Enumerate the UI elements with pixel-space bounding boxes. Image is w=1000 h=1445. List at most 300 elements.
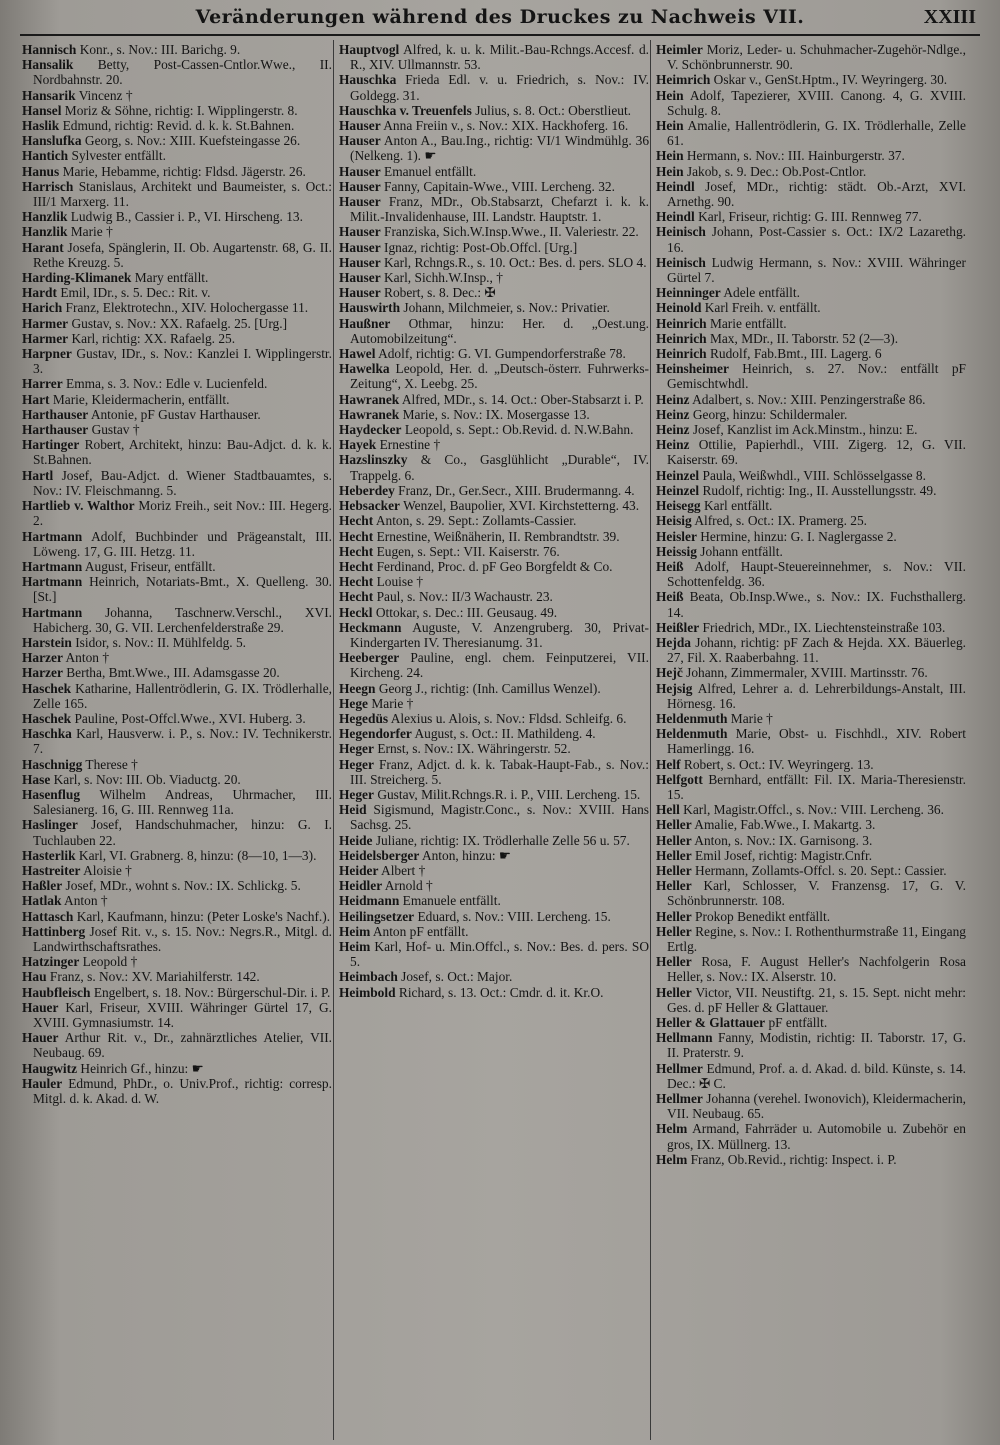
entry-name: Hauser bbox=[339, 224, 381, 240]
directory-entry bbox=[22, 498, 332, 528]
directory-entry bbox=[22, 711, 332, 726]
entry-name: Heißler bbox=[656, 619, 700, 635]
entry-text: Sigismund, Magistr.Conc., s. Nov.: XVIII. Hans Sachsg. 25. bbox=[350, 802, 649, 833]
entry-name: Hauser bbox=[339, 178, 381, 194]
entry-name: Helm bbox=[656, 1121, 688, 1137]
entry-text: Paul, s. Nov.: II/3 Wachaustr. 23. bbox=[376, 589, 553, 605]
entry-name: Heimrich bbox=[656, 72, 711, 88]
entry-name: Haschka bbox=[22, 726, 72, 742]
directory-entry bbox=[339, 696, 649, 711]
entry-name: Heim bbox=[339, 938, 371, 954]
directory-entry bbox=[656, 224, 966, 254]
entry-text: Leopold † bbox=[82, 954, 138, 970]
directory-entry bbox=[22, 985, 332, 1000]
directory-entry bbox=[22, 1076, 332, 1106]
entry-text: Moriz, Leder- u. Schuhmacher-Zugehör-Ndlge., V. Schönbrunnerstr. 90. bbox=[667, 42, 966, 73]
directory-entry bbox=[22, 316, 332, 331]
directory-entry bbox=[22, 437, 332, 467]
entry-name: Harrisch bbox=[22, 178, 74, 194]
entry-text: Victor, VII. Neustiftg. 21, s. 15. Sept. nicht mehr: Ges. d. pF Heller & Glattauer. bbox=[667, 984, 966, 1015]
directory-entry bbox=[656, 757, 966, 772]
entry-text: Oskar v., GenSt.Hptm., IV. Weyringerg. 30. bbox=[713, 72, 948, 88]
entry-text: Frieda Edl. v. u. Friedrich, s. Nov.: IV. Goldegg. 31. bbox=[350, 72, 649, 103]
directory-entry bbox=[656, 589, 966, 619]
entry-text: Adolf, richtig: G. VI. Gumpendorferstraße 78. bbox=[378, 346, 626, 362]
entry-text: Engelbert, s. 18. Nov.: Bürgerschul-Dir. i. P. bbox=[93, 984, 331, 1000]
entry-text: Gustav, IDr., s. Nov.: Kanzlei I. Wipplingerstr. 3. bbox=[33, 346, 332, 377]
entry-name: Heisegg bbox=[656, 498, 701, 514]
directory-entry bbox=[339, 316, 649, 346]
entry-name: Hein bbox=[656, 148, 684, 164]
directory-entry bbox=[656, 726, 966, 756]
entry-name: Harthauser bbox=[22, 406, 89, 422]
entry-text: Louise † bbox=[376, 574, 424, 590]
entry-text: Anton † bbox=[65, 650, 110, 666]
entry-name: Hellmann bbox=[656, 1030, 713, 1046]
entry-name: Heinzel bbox=[656, 482, 700, 498]
directory-entry bbox=[656, 635, 966, 665]
directory-entry bbox=[656, 88, 966, 118]
entry-text: Fanny, Modistin, richtig: II. Taborstr. 17, G. II. Praterstr. 9. bbox=[667, 1030, 966, 1061]
entry-text: Karl, Sichh.W.Insp., † bbox=[384, 270, 503, 286]
entry-text: Marie, Hebamme, richtig: Fldsd. Jägerstr. 26. bbox=[62, 163, 306, 179]
entry-text: Adalbert, s. Nov.: XIII. Penzingerstraße 86. bbox=[692, 391, 926, 407]
directory-entry bbox=[22, 42, 332, 57]
entry-name: Heinzel bbox=[656, 467, 700, 483]
entry-text: Emil, IDr., s. 5. Dec.: Rit. v. bbox=[60, 285, 211, 301]
entry-text: Karl, richtig: XX. Rafaelg. 25. bbox=[71, 330, 236, 346]
entry-name: Haschek bbox=[22, 710, 72, 726]
entry-name: Heger bbox=[339, 741, 374, 757]
entry-text: Robert, s. Oct.: IV. Weyringerg. 13. bbox=[683, 756, 874, 772]
directory-entry bbox=[339, 833, 649, 848]
entry-text: Moriz & Söhne, richtig: I. Wipplingerstr. 8. bbox=[64, 102, 298, 118]
entry-text: Franz, s. Nov.: XV. Mariahilferstr. 142. bbox=[49, 969, 260, 985]
entry-text: Prokop Benedikt entfällt. bbox=[695, 908, 831, 924]
entry-name: Heller bbox=[656, 862, 692, 878]
directory-entry bbox=[656, 316, 966, 331]
page-number: XXIII bbox=[923, 6, 976, 28]
entry-text: Aloisie † bbox=[83, 862, 132, 878]
directory-entry bbox=[22, 757, 332, 772]
entry-name: Haslinger bbox=[22, 817, 78, 833]
entry-text: Alfred, MDr., s. 14. Oct.: Ober-Stabsarzt i. P. bbox=[401, 391, 644, 407]
entry-name: Harstein bbox=[22, 634, 72, 650]
entry-text: Karl, Schlosser, V. Franzensg. 17, G. V. Schönbrunnerstr. 108. bbox=[667, 878, 966, 909]
entry-name: Hein bbox=[656, 87, 684, 103]
directory-entry bbox=[339, 392, 649, 407]
directory-entry bbox=[656, 909, 966, 924]
directory-entry bbox=[656, 437, 966, 467]
column-divider bbox=[650, 40, 651, 1440]
directory-entry bbox=[339, 589, 649, 604]
directory-entry bbox=[22, 468, 332, 498]
entry-name: Haslik bbox=[22, 118, 60, 134]
entry-text: Rudolf, richtig: Ing., II. Ausstellungsstr. 49. bbox=[702, 482, 937, 498]
entry-text: Franz, Ob.Revid., richtig: Inspect. i. P. bbox=[690, 1151, 897, 1167]
directory-entry bbox=[22, 407, 332, 422]
entry-name: Heberdey bbox=[339, 482, 395, 498]
entry-text: Julius, s. 8. Oct.: Oberstlieut. bbox=[475, 102, 632, 118]
directory-entry bbox=[22, 954, 332, 969]
entry-text: Johann, Milchmeier, s. Nov.: Privatier. bbox=[403, 300, 610, 316]
entry-text: Georg, hinzu: Schildermaler. bbox=[692, 406, 848, 422]
entry-text: Hermann, Zollamts-Offcl. s. 20. Sept.: Cassier. bbox=[695, 862, 947, 878]
directory-entry bbox=[22, 300, 332, 315]
directory-entry bbox=[656, 863, 966, 878]
entry-text: Karl, Rchngs.R., s. 10. Oct.: Bes. d. pers. SLO 4. bbox=[384, 254, 647, 270]
directory-entry bbox=[656, 1091, 966, 1121]
directory-entry bbox=[22, 1030, 332, 1060]
entry-name: Heinrich bbox=[656, 330, 707, 346]
entry-name: Heide bbox=[339, 832, 373, 848]
directory-entry bbox=[339, 650, 649, 680]
entry-name: Hartmann bbox=[22, 528, 83, 544]
entry-name: Hannisch bbox=[22, 42, 77, 57]
entry-name: Helf bbox=[656, 756, 681, 772]
entry-name: Hase bbox=[22, 771, 51, 787]
entry-text: Isidor, s. Nov.: II. Mühlfeldg. 5. bbox=[75, 634, 246, 650]
directory-entry bbox=[656, 1015, 966, 1030]
entry-name: Hejsig bbox=[656, 680, 693, 696]
entry-text: Bernhard, entfällt: Fil. IX. Maria-Theresienstr. 15. bbox=[667, 771, 966, 802]
entry-name: Heger bbox=[339, 756, 374, 772]
directory-entry bbox=[656, 498, 966, 513]
directory-entry bbox=[339, 985, 649, 1000]
directory-entry bbox=[656, 361, 966, 391]
entry-name: Harich bbox=[22, 300, 63, 316]
entry-name: Heinrich bbox=[656, 315, 707, 331]
directory-entry bbox=[22, 240, 332, 270]
entry-text: Juliane, richtig: IX. Trödlerhalle Zelle 56 u. 57. bbox=[375, 832, 630, 848]
entry-name: Heissig bbox=[656, 543, 697, 559]
entry-text: Marie entfällt. bbox=[709, 315, 787, 331]
directory-entry bbox=[22, 1061, 332, 1076]
page-header bbox=[20, 4, 980, 36]
entry-name: Hardt bbox=[22, 285, 57, 301]
entry-text: Regine, s. Nov.: I. Rothenthurmstraße 11, Eingang Ertlg. bbox=[667, 923, 966, 954]
entry-name: Hellmer bbox=[656, 1091, 703, 1107]
entry-text: Ottilie, Papierhdl., VIII. Zigerg. 12, G. VII. Kaiserstr. 69. bbox=[667, 437, 966, 468]
directory-entry bbox=[339, 285, 649, 300]
entry-text: Wenzel, Baupolier, XVI. Kirchstetterng. 43. bbox=[403, 498, 640, 514]
entry-name: Harant bbox=[22, 239, 64, 255]
directory-entry bbox=[22, 817, 332, 847]
directory-entry bbox=[22, 331, 332, 346]
directory-entry bbox=[22, 346, 332, 376]
entry-text: & Co., Gasglühlicht „Durable“, IV. Trappelg. 6. bbox=[350, 452, 649, 483]
entry-name: Hebsacker bbox=[339, 498, 400, 514]
entry-name: Hawranek bbox=[339, 391, 400, 407]
entry-text: Heinrich, s. 27. Nov.: entfällt pF Gemischtwhdl. bbox=[667, 361, 966, 392]
entry-name: Hecht bbox=[339, 543, 374, 559]
directory-entry bbox=[339, 437, 649, 452]
entry-text: Albert † bbox=[381, 862, 426, 878]
directory-entry bbox=[22, 574, 332, 604]
entry-text: Emanuele entfällt. bbox=[402, 893, 501, 909]
directory-entry bbox=[339, 346, 649, 361]
entry-name: Heller bbox=[656, 832, 692, 848]
directory-entry bbox=[22, 422, 332, 437]
entry-text: Armand, Fahrräder u. Automobile u. Zubehör en gros, IX. Müllnerg. 13. bbox=[667, 1121, 966, 1152]
entry-text: Karl, Friseur, richtig: G. III. Rennweg 77. bbox=[698, 209, 922, 225]
entry-text: Arnold † bbox=[384, 878, 433, 894]
entry-name: Heisig bbox=[656, 513, 692, 529]
entry-name: Harzer bbox=[22, 665, 63, 681]
entry-name: Hecht bbox=[339, 574, 374, 590]
entry-text: Emma, s. 3. Nov.: Edle v. Lucienfeld. bbox=[66, 376, 268, 392]
entry-text: Othmar, hinzu: Her. d. „Oest.ung. Automobilzeitung“. bbox=[350, 315, 649, 346]
directory-entry bbox=[339, 422, 649, 437]
entry-name: Hellmer bbox=[656, 1060, 703, 1076]
directory-entry bbox=[656, 544, 966, 559]
entry-text: Adele entfällt. bbox=[723, 285, 800, 301]
entry-text: Anton, hinzu: ☛ bbox=[421, 847, 511, 863]
entry-text: Josef Rit. v., s. 15. Nov.: Negrs.R., Mitgl. d. Landwirthschaftsrathes. bbox=[33, 923, 332, 954]
directory-entry bbox=[339, 513, 649, 528]
entry-text: Johann, Post-Cassier s. Oct.: IX/2 Lazarethg. 16. bbox=[667, 224, 966, 255]
entry-text: Johanna (verehel. Iwonovich), Kleidermacherin, VII. Neubaug. 65. bbox=[667, 1091, 966, 1122]
entry-text: Anton † bbox=[64, 893, 108, 909]
directory-entry bbox=[339, 726, 649, 741]
column-divider bbox=[333, 40, 334, 1440]
entry-text: Ernst, s. Nov.: IX. Währingerstr. 52. bbox=[377, 741, 571, 757]
directory-entry bbox=[22, 969, 332, 984]
entry-text: Gustav, s. Nov.: XX. Rafaelg. 25. [Urg.] bbox=[71, 315, 288, 331]
entry-text: Friedrich, MDr., IX. Liechtensteinstraße 103. bbox=[702, 619, 946, 635]
entry-text: Georg, s. Nov.: XIII. Kuefsteingasse 26. bbox=[84, 133, 301, 149]
column-1 bbox=[22, 42, 332, 1437]
directory-entry bbox=[656, 681, 966, 711]
directory-entry bbox=[656, 346, 966, 361]
entry-name: Hatlak bbox=[22, 893, 62, 909]
entry-name: Heinold bbox=[656, 300, 702, 316]
entry-text: Karl, s. Nov: III. Ob. Viaductg. 20. bbox=[53, 771, 241, 787]
entry-text: Karl entfällt. bbox=[703, 498, 773, 514]
entry-text: Franz, Adjct. d. k. k. Tabak-Haupt-Fab., s. Nov.: III. Streicherg. 5. bbox=[350, 756, 649, 787]
entry-text: Alfred, s. Oct.: IX. Pramerg. 25. bbox=[694, 513, 868, 529]
entry-name: Hecht bbox=[339, 528, 374, 544]
entry-text: Ignaz, richtig: Post-Ob.Offcl. [Urg.] bbox=[384, 239, 578, 255]
directory-entry bbox=[656, 407, 966, 422]
entry-name: Hejda bbox=[656, 634, 691, 650]
directory-entry bbox=[339, 741, 649, 756]
entry-name: Heller bbox=[656, 908, 692, 924]
directory-entry bbox=[22, 893, 332, 908]
page-title: Veränderungen während des Druckes zu Nachweis VII. bbox=[195, 6, 805, 28]
entry-name: Hein bbox=[656, 118, 684, 134]
entry-name: Heidelsberger bbox=[339, 847, 420, 863]
entry-name: Hansarik bbox=[22, 87, 76, 103]
entry-name: Heinisch bbox=[656, 224, 706, 240]
directory-entry bbox=[339, 757, 649, 787]
entry-name: Hege bbox=[339, 695, 368, 711]
directory-entry bbox=[22, 209, 332, 224]
entry-name: Hasenflug bbox=[22, 786, 81, 802]
entry-text: Marie, s. Nov.: IX. Mosergasse 13. bbox=[402, 406, 590, 422]
entry-name: Heinz bbox=[656, 391, 690, 407]
entry-text: Franz, Dr., Ger.Secr., XIII. Brudermanng. 4. bbox=[398, 482, 635, 498]
entry-text: Ferdinand, Proc. d. pF Geo Borgfeldt & Co. bbox=[376, 558, 613, 574]
directory-entry bbox=[339, 802, 649, 832]
entry-name: Heimler bbox=[656, 42, 703, 57]
directory-entry bbox=[339, 529, 649, 544]
entry-text: Karl, VI. Grabnerg. 8, hinzu: (8—10, 1—3). bbox=[78, 847, 317, 863]
entry-name: Haußner bbox=[339, 315, 391, 331]
entry-name: Hartmann bbox=[22, 558, 83, 574]
entry-text: Alfred, k. u. k. Milit.-Bau-Rchngs.Accesf. d. R., XIV. Ullmannstr. 53. bbox=[350, 42, 649, 73]
directory-entry bbox=[656, 665, 966, 680]
entry-text: Adolf, Haupt-Steuereinnehmer, s. Nov.: VII. Schottenfeldg. 36. bbox=[667, 558, 966, 590]
entry-text: Josef, Bau-Adjct. d. Wiener Stadtbauamtes, s. Nov.: IV. Fleischmanng. 5. bbox=[33, 467, 332, 498]
entry-text: Rosa, F. August Heller's Nachfolgerin Rosa Heller, s. Nov.: IX. Alserstr. 10. bbox=[667, 954, 966, 985]
directory-entry bbox=[339, 681, 649, 696]
entry-text: Hermine, hinzu: G. I. Naglergasse 2. bbox=[700, 528, 897, 544]
entry-text: Emil Josef, richtig: Magistr.Cnfr. bbox=[695, 847, 873, 863]
directory-entry bbox=[656, 1030, 966, 1060]
directory-entry bbox=[339, 969, 649, 984]
entry-name: Heindl bbox=[656, 209, 695, 225]
entry-text: Marie † bbox=[70, 224, 113, 240]
directory-entry bbox=[656, 817, 966, 832]
entry-text: Max, MDr., II. Taborstr. 52 (2—3). bbox=[709, 330, 899, 346]
entry-name: Heinz bbox=[656, 437, 690, 453]
entry-name: Harthauser bbox=[22, 422, 89, 438]
directory-entry bbox=[339, 909, 649, 924]
directory-entry bbox=[22, 605, 332, 635]
entry-text: Georg J., richtig: (Inh. Camillus Wenzel). bbox=[378, 680, 601, 696]
directory-entry bbox=[22, 285, 332, 300]
entry-name: Hauptvogl bbox=[339, 42, 400, 57]
directory-entry bbox=[22, 726, 332, 756]
directory-entry bbox=[339, 939, 649, 969]
entry-name: Hattasch bbox=[22, 908, 74, 924]
entry-text: Wilhelm Andreas, Uhrmacher, III. Salesianerg. 16, G. III. Rennweg 11a. bbox=[33, 786, 332, 818]
entry-name: Heller & Glattauer bbox=[656, 1015, 766, 1030]
entry-name: Haugwitz bbox=[22, 1060, 78, 1076]
entry-text: Josef, MDr., richtig: städt. Ob.-Arzt, XVI. Arnethg. 90. bbox=[667, 178, 966, 210]
directory-entry bbox=[656, 1152, 966, 1167]
directory-entry bbox=[339, 164, 649, 179]
directory-entry bbox=[339, 270, 649, 285]
directory-entry bbox=[339, 544, 649, 559]
directory-entry bbox=[22, 270, 332, 285]
entry-name: Heeberger bbox=[339, 650, 400, 666]
entry-name: Hartmann bbox=[22, 604, 83, 620]
entry-name: Hegendorfer bbox=[339, 726, 412, 742]
entry-text: Josef, Kanzlist im Ack.Minstm., hinzu: E. bbox=[692, 422, 918, 438]
directory-entry bbox=[22, 909, 332, 924]
entry-text: Therese † bbox=[85, 756, 138, 772]
entry-name: Haßler bbox=[22, 878, 63, 894]
entry-text: Stanislaus, Architekt und Baumeister, s. Oct.: III/1 Marxerg. 11. bbox=[33, 178, 332, 210]
entry-text: Karl, Hausverw. i. P., s. Nov.: IV. Technikerstr. 7. bbox=[33, 726, 332, 757]
directory-entry bbox=[656, 1061, 966, 1091]
entry-name: Heller bbox=[656, 923, 692, 939]
entry-text: Franziska, Sich.W.Insp.Wwe., II. Valeriestr. 22. bbox=[384, 224, 639, 240]
directory-entry bbox=[656, 468, 966, 483]
directory-entry bbox=[22, 376, 332, 391]
entry-name: Heckmann bbox=[339, 619, 402, 635]
entry-name: Hecht bbox=[339, 558, 374, 574]
entry-name: Hauser bbox=[339, 270, 381, 286]
entry-name: Heller bbox=[656, 817, 692, 833]
directory-entry bbox=[22, 665, 332, 680]
directory-entry bbox=[339, 255, 649, 270]
entry-text: Amalie, Hallentrödlerin, G. IX. Trödlerhalle, Zelle 61. bbox=[667, 118, 966, 149]
directory-entry bbox=[339, 103, 649, 118]
entry-text: Edmund, Prof. a. d. Akad. d. bild. Künste, s. 14. Dec.: ✠ C. bbox=[667, 1060, 966, 1091]
entry-name: Hauschka v. Treuenfels bbox=[339, 102, 472, 118]
entry-name: Harmer bbox=[22, 315, 69, 331]
entry-name: Hanzlik bbox=[22, 224, 68, 240]
entry-name: Haschek bbox=[22, 680, 72, 696]
entry-text: Marie, Obst- u. Fischhdl., XIV. Robert Hamerlingg. 16. bbox=[667, 726, 966, 757]
entry-name: Hawelka bbox=[339, 361, 390, 377]
entry-name: Hecht bbox=[339, 513, 374, 529]
directory-entry bbox=[22, 529, 332, 559]
entry-name: Heinsheimer bbox=[656, 361, 729, 377]
entry-text: Anton, s. Nov.: IX. Garnisong. 3. bbox=[694, 832, 873, 848]
directory-entry bbox=[22, 392, 332, 407]
entry-name: Hauser bbox=[339, 285, 381, 301]
directory-entry bbox=[656, 300, 966, 315]
entry-name: Hauser bbox=[339, 254, 381, 270]
entry-name: Heinz bbox=[656, 406, 690, 422]
entry-name: Heinz bbox=[656, 422, 690, 438]
entry-text: Anton, s. 29. Sept.: Zollamts-Cassier. bbox=[375, 513, 577, 529]
entry-text: August, Friseur, entfällt. bbox=[84, 558, 216, 574]
entry-name: Heckl bbox=[339, 604, 373, 620]
entry-text: Johann entfällt. bbox=[700, 543, 783, 559]
directory-entry bbox=[22, 57, 332, 87]
directory-entry bbox=[22, 148, 332, 163]
entry-text: Alexius u. Alois, s. Nov.: Fldsd. Schleifg. 6. bbox=[390, 710, 627, 726]
directory-entry bbox=[339, 240, 649, 255]
directory-entry bbox=[339, 605, 649, 620]
directory-entry bbox=[656, 1121, 966, 1151]
directory-entry bbox=[656, 711, 966, 726]
entry-name: Heinninger bbox=[656, 285, 721, 301]
entry-name: Hauler bbox=[22, 1075, 63, 1091]
entry-name: Haschnigg bbox=[22, 756, 83, 772]
directory-entry bbox=[656, 848, 966, 863]
directory-entry bbox=[22, 681, 332, 711]
entry-text: Hermann, s. Nov.: III. Hainburgerstr. 37. bbox=[686, 148, 905, 164]
entry-text: Richard, s. 13. Oct.: Cmdr. d. it. Kr.O. bbox=[398, 984, 604, 1000]
directory-entry bbox=[339, 848, 649, 863]
entry-name: Heiß bbox=[656, 589, 684, 605]
directory-entry bbox=[339, 924, 649, 939]
entry-name: Hansalik bbox=[22, 57, 74, 73]
entry-text: Karl, Magistr.Offcl., s. Nov.: VIII. Lercheng. 36. bbox=[683, 802, 944, 818]
directory-entry bbox=[656, 209, 966, 224]
entry-name: Harpner bbox=[22, 346, 72, 362]
entry-text: Karl, Friseur, XVIII. Währinger Gürtel 17, G. XVIII. Gymnasiumstr. 14. bbox=[33, 999, 332, 1030]
entry-text: Heinrich Gf., hinzu: ☛ bbox=[80, 1060, 204, 1076]
entry-name: Hauschka bbox=[339, 72, 397, 88]
entry-text: Eduard, s. Nov.: VIII. Lercheng. 15. bbox=[417, 908, 611, 924]
entry-text: Katharine, Hallentrödlerin, G. IX. Trödlerhalle, Zelle 165. bbox=[33, 680, 332, 711]
entry-text: Beata, Ob.Insp.Wwe., s. Nov.: IX. Fuchsthallerg. 14. bbox=[667, 589, 966, 620]
entry-text: Bertha, Bmt.Wwe., III. Adamsgasse 20. bbox=[66, 665, 280, 681]
entry-name: Heger bbox=[339, 786, 374, 802]
entry-text: Jakob, s. 9. Dec.: Ob.Post-Cntlor. bbox=[686, 163, 867, 179]
entry-text: Josef, Handschuhmacher, hinzu: G. I. Tuchlauben 22. bbox=[33, 817, 332, 848]
entry-name: Heidmann bbox=[339, 893, 400, 909]
entry-text: Pauline, Post-Offcl.Wwe., XVI. Huberg. 3. bbox=[74, 710, 306, 726]
entry-name: Hartl bbox=[22, 467, 54, 483]
